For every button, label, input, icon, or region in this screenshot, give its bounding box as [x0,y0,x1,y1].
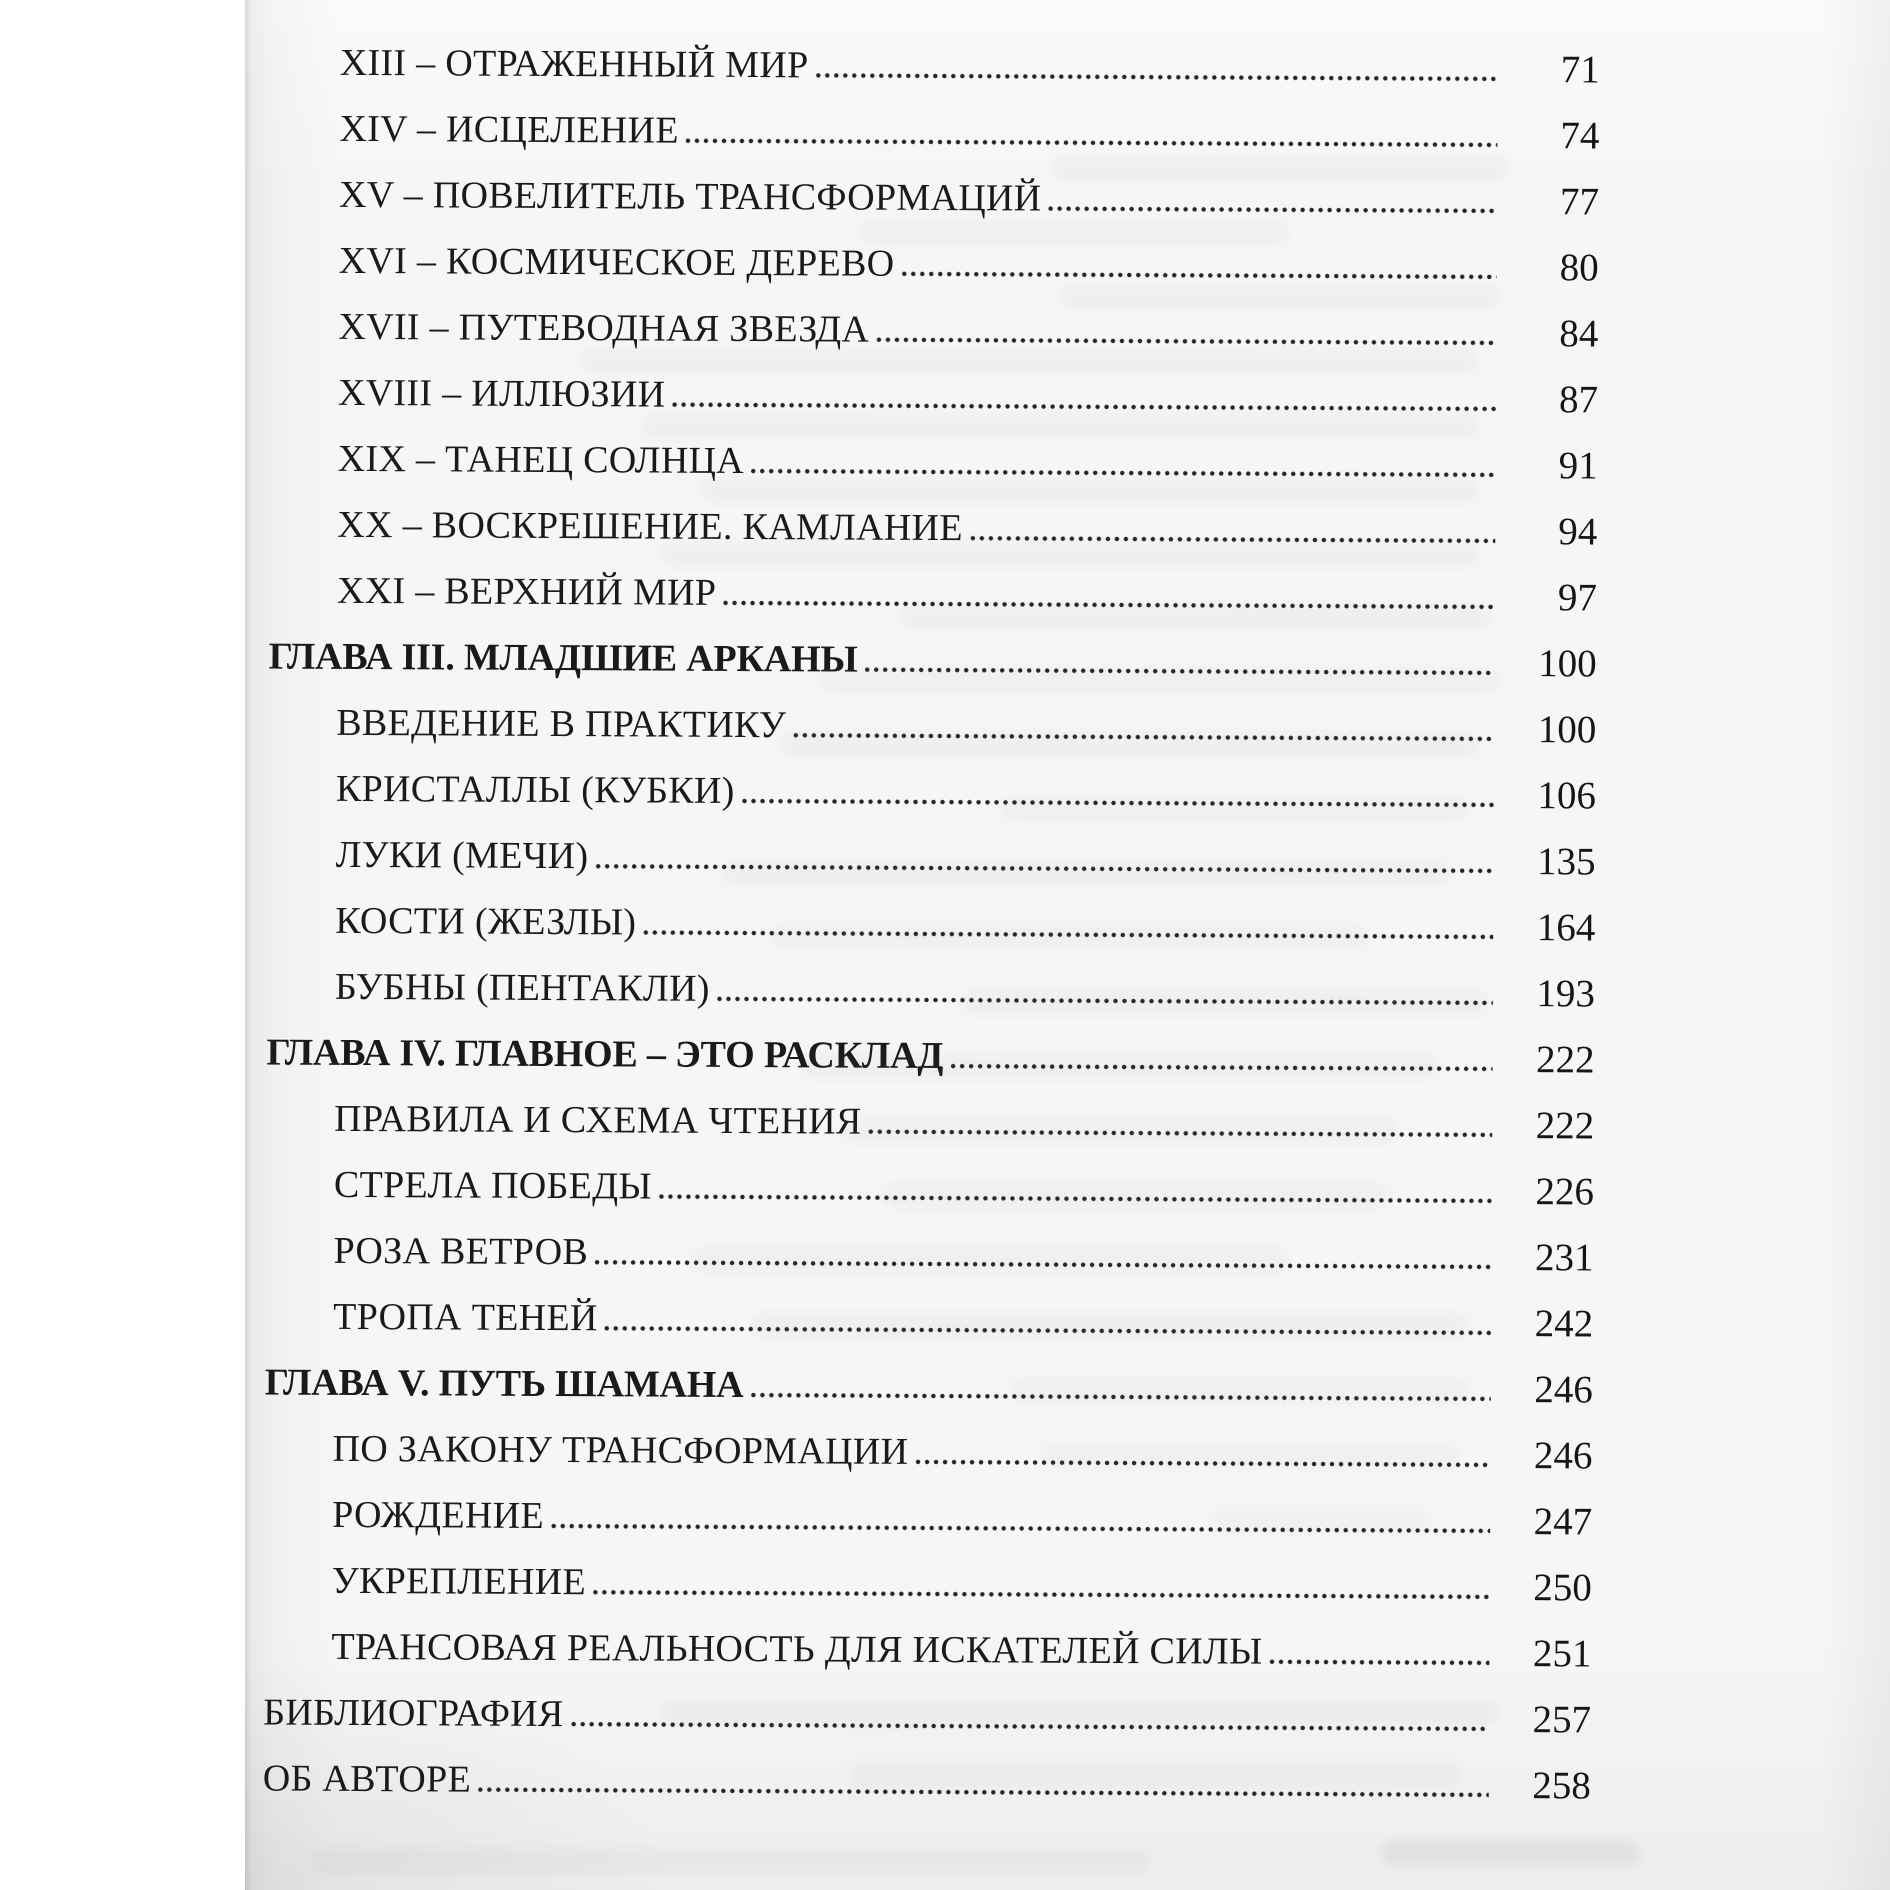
toc-entry-title: КРИСТАЛЛЫ (КУБКИ) [335,768,735,813]
book-page [245,0,1890,1890]
bleed-through-smudge [960,990,1490,1016]
toc-entry-page-number: 222 [1535,1038,1595,1082]
toc-entry-page-number: 222 [1535,1104,1595,1148]
bleed-through-smudge [1010,1377,1470,1403]
toc-entry-page-number: 77 [1559,180,1600,224]
toc-entry-page-number: 247 [1533,1500,1593,1544]
toc-entry-title: ПО ЗАКОНУ ТРАНСФОРМАЦИИ [332,1428,909,1474]
toc-entry-title: ПРАВИЛА И СХЕМА ЧТЕНИЯ [334,1098,862,1143]
toc-entry-title: XX – ВОСКРЕШЕНИЕ. КАМЛАНИЕ [337,504,963,550]
bleed-through-smudge [840,1118,1400,1144]
toc-entry-title: РОЗА ВЕТРОВ [333,1230,589,1274]
bleed-through-smudge [780,732,1480,758]
toc-entry-page-number: 258 [1532,1764,1591,1808]
toc-entry-page-number: 91 [1558,444,1598,488]
toc-entry-title: УКРЕПЛЕНИЕ [331,1560,587,1604]
toc-entry [272,19,1600,92]
toc-entry-title: XVI – КОСМИЧЕСКОЕ ДЕРЕВО [338,240,895,285]
toc-entry-title: ТРАНСОВАЯ РЕАЛЬНОСТЬ ДЛЯ ИСКАТЕЛЕЙ СИЛЫ [331,1626,1263,1673]
bleed-through-smudge [1060,284,1500,310]
toc-entry-title: ЛУКИ (МЕЧИ) [335,834,589,878]
bleed-through-smudge [800,1054,1440,1080]
toc-entry-title: СТРЕЛА ПОБЕДЫ [333,1164,653,1208]
bleed-through-smudge [690,1247,1290,1273]
bleed-through-smudge [660,1700,1500,1726]
toc-entry-title: ТРОПА ТЕНЕЙ [333,1296,598,1340]
toc-entry-page-number: 71 [1560,48,1600,92]
dot-leader [478,1787,1489,1798]
bleed-through-smudge [310,1848,1150,1874]
toc-entry-page-number: 231 [1534,1236,1594,1280]
dot-leader [751,468,1496,478]
dot-leader [672,402,1496,412]
toc-entry-page-number: 242 [1534,1302,1594,1346]
bleed-through-smudge [1040,1442,1460,1468]
toc-entry-page-number: 164 [1536,906,1596,950]
toc-entry [263,1603,1591,1676]
dot-leader [901,271,1496,280]
bleed-through-smudge [720,860,1450,886]
toc-entry-page-number: 87 [1558,378,1599,422]
toc-entry-title: РОЖДЕНИЕ [332,1494,545,1538]
dot-leader [876,337,1496,346]
toc-entry-page-number: 94 [1558,510,1598,554]
toc-entry-page-number: 84 [1559,312,1599,356]
bleed-through-smudge [700,478,1480,504]
toc-entry-title: ВВЕДЕНИЕ В ПРАКТИКУ [336,702,787,747]
toc-entry [271,85,1599,158]
toc-entry-page-number: 246 [1533,1434,1593,1478]
toc-entry-page-number: 97 [1557,576,1598,620]
bleed-through-smudge [820,668,1500,694]
toc-entry-page-number: 226 [1535,1170,1594,1214]
bleed-through-smudge [770,924,1370,950]
bleed-through-smudge [850,1762,1460,1788]
dot-leader [686,138,1498,148]
toc-entry [264,1537,1592,1610]
toc-entry-title: XXI – ВЕРХНИЙ МИР [336,570,717,615]
toc-entry-title: XVIII – ИЛЛЮЗИИ [337,372,666,416]
toc-entry-title: ОБ АВТОРЕ [262,1757,472,1801]
toc-entry-title: XIV – ИСЦЕЛЕНИЕ [339,108,679,152]
toc-entry-page-number: 106 [1537,774,1597,818]
toc-entry-page-number: 193 [1536,972,1596,1016]
bleed-through-smudge [640,413,1480,439]
bleed-through-smudge [750,1312,1470,1338]
bleed-through-smudge [1050,156,1510,182]
toc-entry-title: XV – ПОВЕЛИТЕЛЬ ТРАНСФОРМАЦИЙ [338,174,1042,220]
toc-entry-page-number: 250 [1533,1566,1592,1610]
toc-entry-title: ГЛАВА IV. ГЛАВНОЕ – ЭТО РАСКЛАД [266,1031,944,1078]
toc-entry-title: ГЛАВА V. ПУТЬ ШАМАНА [264,1361,744,1407]
toc-entry-title: XIII – ОТРАЖЕННЫЙ МИР [339,42,809,87]
dot-leader [593,1589,1490,1600]
toc-entry-page-number: 135 [1536,840,1596,884]
toc-entry-title: XVII – ПУТЕВОДНАЯ ЗВЕЗДА [338,306,870,351]
toc-entry-page-number: 80 [1559,246,1599,290]
toc-entry-title: БИБЛИОГРАФИЯ [263,1691,564,1736]
bleed-through-smudge [880,1183,1390,1209]
toc-entry-title: КОСТИ (ЖЕЗЛЫ) [335,900,637,944]
dot-leader [1048,206,1497,214]
bleed-through-smudge [1000,796,1470,822]
dot-leader [1269,1659,1489,1666]
bleed-through-smudge [660,542,1480,568]
bleed-through-smudge [1210,1507,1430,1533]
toc-entry-page-number: 100 [1538,642,1597,686]
toc-entry-title: XIX – ТАНЕЦ СОЛНЦА [337,438,745,483]
bleed-through-smudge [580,348,1480,374]
toc-entry-page-number: 100 [1537,708,1597,752]
toc-entry-title: ГЛАВА III. МЛАДШИЕ АРКАНЫ [268,635,858,681]
toc-entry-page-number: 74 [1560,114,1600,158]
bleed-through-smudge [900,604,1490,630]
bleed-through-smudge [860,220,1290,246]
toc-entry-page-number: 246 [1534,1368,1593,1412]
toc-entry-title: БУБНЫ (ПЕНТАКЛИ) [334,966,710,1011]
bleed-through-smudge [1380,1840,1640,1866]
dot-leader [815,72,1497,82]
toc-entry-page-number: 257 [1532,1698,1592,1742]
toc-entry-page-number: 251 [1532,1632,1592,1676]
